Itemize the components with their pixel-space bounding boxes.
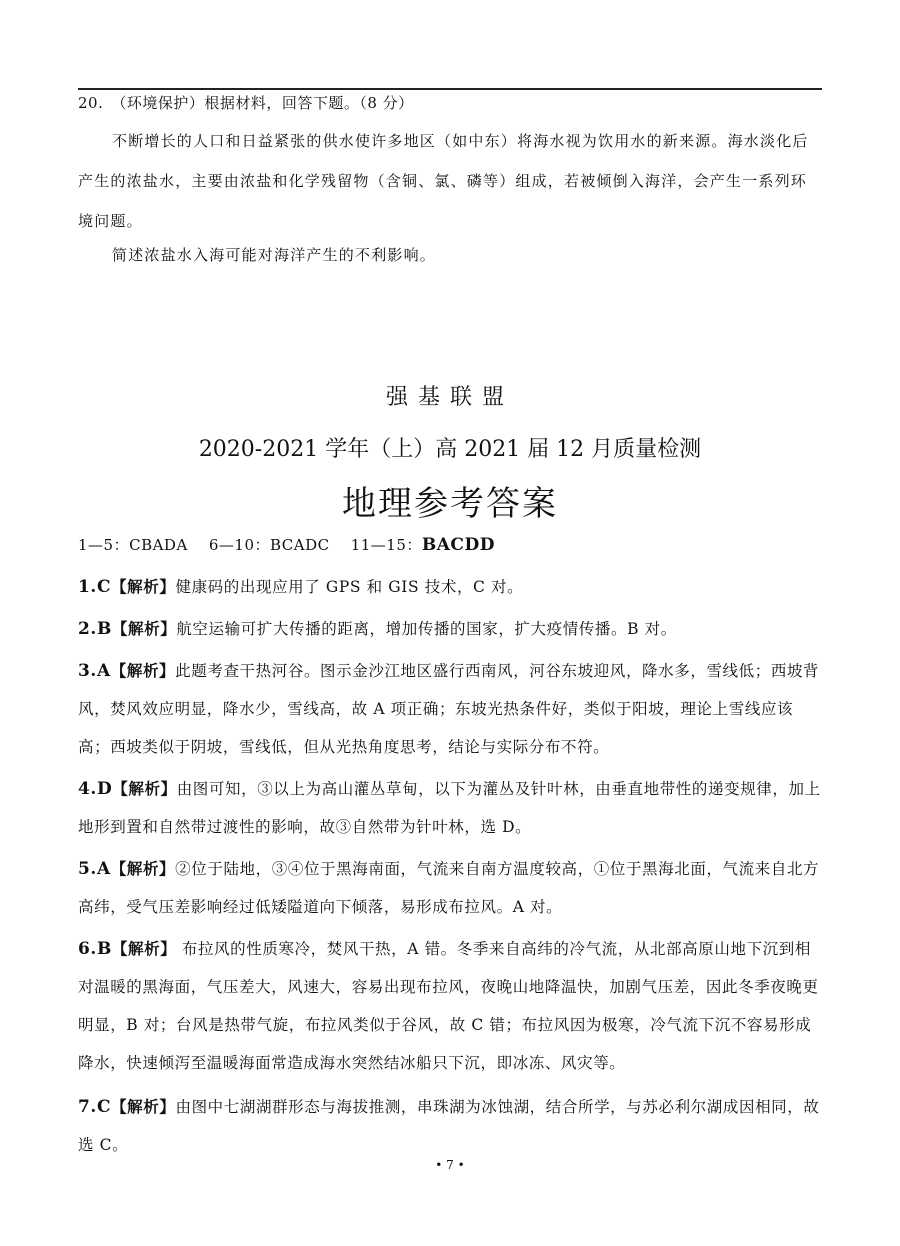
explanation-tag: 【解析】	[111, 577, 176, 596]
explanation-5	[78, 850, 822, 926]
explanation-3	[78, 652, 822, 766]
answer-key-1-5: 1—5：CBADA	[78, 536, 188, 554]
explanation-7	[78, 1088, 822, 1164]
explanation-6	[78, 930, 822, 1082]
explanation-text: 健康码的出现应用了 GPS 和 GIS 技术，C 对。	[175, 578, 524, 596]
exam-title: 2020-2021 学年（上）高 2021 届 12 月质量检测	[198, 437, 702, 462]
league-title: 强基联盟	[385, 385, 514, 410]
explanation-number: 6.B	[78, 939, 112, 959]
explanation-text: 由图中七湖湖群形态与海拔推测，串珠湖为冰蚀湖，结合所学，与苏必利尔湖成因相同，故选 C。	[78, 1098, 820, 1154]
explanation-number: 5.A	[78, 859, 111, 879]
subject-title: 地理参考答案	[342, 484, 558, 524]
explanation-text: ②位于陆地，③④位于黑海南面，气流来自南方温度较高，①位于黑海北面，气流来自北方高纬，受气压差影响经过低矮隘道向下倾落，易形成布拉风。A 对。	[78, 860, 820, 916]
explanation-tag: 【解析】	[111, 1097, 176, 1116]
explanation-2	[78, 610, 822, 648]
question-20-header: 20. （环境保护）根据材料，回答下题。（8 分）	[78, 94, 414, 112]
material-text: 不断增长的人口和日益紧张的供水使许多地区（如中东）将海水视为饮用水的新来源。海水淡化后产生的浓盐水，主要由浓盐和化学残留物（含铜、氯、磷等）组成，若被倾倒入海洋，会产生一系列环境问题。	[78, 132, 809, 230]
question-20-prompt	[78, 235, 822, 275]
explanation-text: 此题考查干热河谷。图示金沙江地区盛行西南风，河谷东坡迎风，降水多，雪线低；西坡背风，焚风效应明显，降水少，雪线高，故 A 项正确；东坡光热条件好，类似于阳坡，理论上雪线应该高；西坡类似于阴坡，雪线低，但从光热角度思考，结论与实际分布不符。	[78, 662, 820, 756]
answer-key-6-10: 6—10：BCADC	[208, 536, 330, 554]
explanation-tag: 【解析】	[110, 661, 176, 680]
explanation-number: 2.B	[78, 619, 112, 639]
prompt-text: 简述浓盐水入海可能对海洋产生的不利影响。	[112, 246, 437, 264]
answer-keys	[78, 534, 495, 555]
explanation-1	[78, 568, 822, 606]
answer-key-11-15-label: 11—15：	[350, 536, 422, 554]
explanation-number: 7.C	[78, 1097, 112, 1117]
answer-key-11-15-value: BACDD	[421, 535, 495, 555]
explanation-text: 布拉风的性质寒冷，焚风干热，A 错。冬季来自高纬的冷气流，从北部高原山地下沉到相对温暖的黑海面，气压差大，风速大，容易出现布拉风，夜晚山地降温快，加剧气压差，因此冬季夜晚更明显，B 对；台风是热带气旋，布拉风类似于谷风，故 C 错；布拉风因为极寒，冷气流下沉不容易形成降水，快速倾泻至温暖海面常造成海水突然结冰船只下沉，即冰冻、风灾等。	[78, 940, 819, 1072]
question-20-material	[78, 121, 822, 241]
top-rule	[78, 88, 822, 90]
page-number: • 7 •	[435, 1158, 465, 1172]
explanation-tag: 【解析】	[110, 859, 176, 878]
explanation-number: 1.C	[78, 577, 112, 597]
explanation-number: 3.A	[78, 661, 111, 681]
explanation-text: 由图可知，③以上为高山灌丛草甸，以下为灌丛及针叶林，由垂直地带性的递变规律，加上地形到置和自然带过渡性的影响，故③自然带为针叶林，选 D。	[78, 780, 821, 836]
explanation-4	[78, 770, 822, 846]
explanation-tag: 【解析】	[112, 779, 177, 798]
explanation-tag: 【解析】	[111, 939, 177, 958]
explanation-tag: 【解析】	[111, 619, 177, 638]
explanation-text: 航空运输可扩大传播的距离，增加传播的国家，扩大疫情传播。B 对。	[176, 620, 677, 638]
explanation-number: 4.D	[78, 779, 113, 799]
